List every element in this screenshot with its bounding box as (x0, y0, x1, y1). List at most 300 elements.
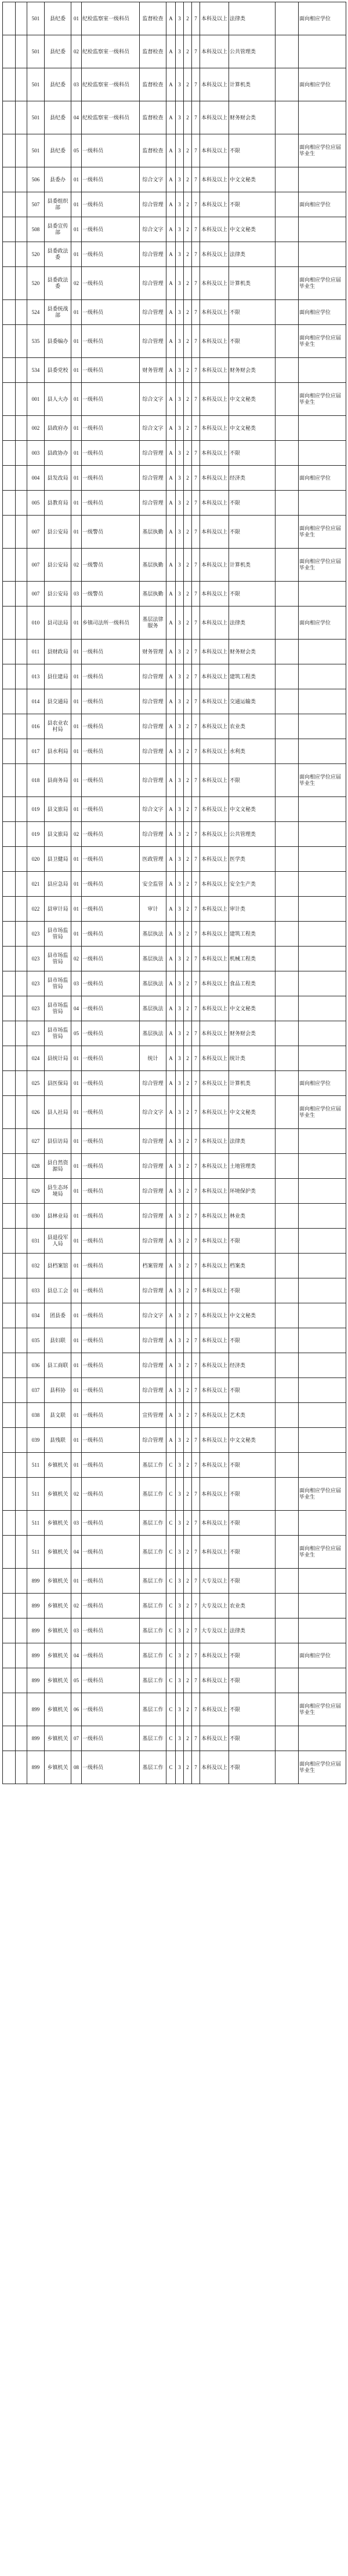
table-cell: 07 (71, 1726, 82, 1751)
table-cell: 2 (184, 325, 192, 358)
table-cell: C (166, 1478, 176, 1511)
table-cell: 面向相应学位应届毕业生 (299, 383, 346, 416)
table-cell: 7 (192, 664, 200, 689)
table-cell (3, 822, 16, 847)
table-cell: 02 (71, 1478, 82, 1511)
table-cell: 乡镇机关 (45, 1751, 71, 1784)
table-cell: 机械工程类 (229, 947, 276, 971)
table-cell: 2 (184, 267, 192, 300)
table-cell: 县商务局 (45, 764, 71, 797)
table-cell: 宣传管理 (140, 1403, 166, 1428)
table-cell: 534 (27, 358, 45, 383)
table-cell: 037 (27, 1378, 45, 1403)
table-cell: 基层执法 (140, 971, 166, 996)
table-cell: 3 (176, 922, 184, 947)
table-cell: 大专及以上 (200, 1594, 229, 1618)
table-cell: 中文文秘类 (229, 1303, 276, 1328)
table-cell: 3 (176, 267, 184, 300)
table-cell: C (166, 1693, 176, 1726)
table-cell: 纪检监察室一级科员 (82, 35, 140, 68)
table-cell: 综合管理 (140, 664, 166, 689)
table-cell: A (166, 582, 176, 606)
table-cell (276, 1594, 299, 1618)
table-cell (276, 325, 299, 358)
table-cell (16, 797, 27, 822)
table-cell: 水利类 (229, 739, 276, 764)
table-cell: 024 (27, 1046, 45, 1071)
table-cell (299, 1428, 346, 1453)
table-cell: 财务财会类 (229, 640, 276, 664)
table-cell: 2 (184, 947, 192, 971)
table-cell: 本科及以上 (200, 549, 229, 582)
table-cell: 不限 (229, 325, 276, 358)
table-cell: 一级科员 (82, 971, 140, 996)
table-cell: 综合管理 (140, 466, 166, 491)
table-cell: 2 (184, 1154, 192, 1179)
table-cell: 01 (71, 491, 82, 516)
table-cell: 一级科员 (82, 996, 140, 1021)
table-cell (3, 714, 16, 739)
table-cell (16, 1229, 27, 1254)
table-cell: C (166, 1618, 176, 1643)
table-cell (276, 1569, 299, 1594)
table-cell: 01 (71, 664, 82, 689)
table-cell: 本科及以上 (200, 167, 229, 192)
table-row (3, 922, 346, 947)
table-cell: 01 (71, 300, 82, 325)
table-cell (16, 192, 27, 217)
table-cell: 一级科员 (82, 1618, 140, 1643)
table-cell: 经济类 (229, 1353, 276, 1378)
table-cell (276, 764, 299, 797)
table-cell: 一级科员 (82, 897, 140, 922)
table-cell: 县纪委 (45, 101, 71, 134)
table-cell: 县应急局 (45, 872, 71, 897)
table-cell: 2 (184, 549, 192, 582)
table-cell: 3 (176, 325, 184, 358)
table-cell: 基层执法 (140, 947, 166, 971)
table-row (3, 358, 346, 383)
table-cell: 3 (176, 1403, 184, 1428)
table-cell: 统计 (140, 1046, 166, 1071)
table-cell (299, 1229, 346, 1254)
table-cell: 一级科员 (82, 192, 140, 217)
table-cell: 7 (192, 1129, 200, 1154)
table-cell: 安全监管 (140, 872, 166, 897)
table-cell: 面向相应学位应届毕业生 (299, 1096, 346, 1129)
table-cell: 面向相应学位 (299, 68, 346, 101)
table-cell (276, 582, 299, 606)
table-cell: A (166, 1046, 176, 1071)
table-row (3, 582, 346, 606)
table-cell (16, 1536, 27, 1569)
table-cell: 3 (176, 1478, 184, 1511)
table-cell: 023 (27, 947, 45, 971)
table-cell: 不限 (229, 134, 276, 167)
table-cell: 2 (184, 1179, 192, 1204)
table-cell: 乡镇机关 (45, 1478, 71, 1511)
table-cell: 本科及以上 (200, 739, 229, 764)
table-cell: 010 (27, 606, 45, 640)
table-cell (16, 1478, 27, 1511)
table-cell: 不限 (229, 1751, 276, 1784)
table-cell: 监督检查 (140, 101, 166, 134)
table-cell: 3 (176, 1096, 184, 1129)
table-cell: 本科及以上 (200, 1726, 229, 1751)
table-cell: 2 (184, 797, 192, 822)
table-cell: 一级科员 (82, 822, 140, 847)
table-cell: 7 (192, 35, 200, 68)
table-cell: 01 (71, 217, 82, 242)
table-cell (299, 971, 346, 996)
table-cell: A (166, 267, 176, 300)
table-cell: 3 (176, 192, 184, 217)
table-cell: 023 (27, 971, 45, 996)
table-cell: 2 (184, 1303, 192, 1328)
table-cell: 本科及以上 (200, 1428, 229, 1453)
table-cell: 01 (71, 847, 82, 872)
table-cell: 2 (184, 847, 192, 872)
table-cell (299, 441, 346, 466)
table-cell: 医政管理 (140, 847, 166, 872)
table-cell: 3 (176, 1726, 184, 1751)
table-cell: 面向相应学位 (299, 1071, 346, 1096)
table-cell: 036 (27, 1353, 45, 1378)
table-cell: 7 (192, 764, 200, 797)
table-cell: 501 (27, 2, 45, 35)
table-cell: 2 (184, 922, 192, 947)
table-cell (16, 466, 27, 491)
table-cell: A (166, 300, 176, 325)
table-cell (276, 1328, 299, 1353)
table-cell: 综合管理 (140, 739, 166, 764)
table-cell: 基层工作 (140, 1751, 166, 1784)
table-cell: A (166, 1303, 176, 1328)
table-cell: A (166, 947, 176, 971)
table-cell: 3 (176, 606, 184, 640)
table-cell: 2 (184, 1046, 192, 1071)
table-cell: 2 (184, 358, 192, 383)
table-cell: 本科及以上 (200, 582, 229, 606)
table-cell: 一级科员 (82, 1378, 140, 1403)
table-cell: C (166, 1668, 176, 1693)
table-cell: 7 (192, 847, 200, 872)
table-cell: 县农业农村局 (45, 714, 71, 739)
table-cell: 3 (176, 947, 184, 971)
table-cell: 计算机类 (229, 68, 276, 101)
table-cell: 一级科员 (82, 1478, 140, 1511)
table-cell: 综合管理 (140, 1204, 166, 1229)
table-cell: A (166, 101, 176, 134)
table-cell: 县委办 (45, 167, 71, 192)
table-cell (3, 383, 16, 416)
table-cell: 2 (184, 739, 192, 764)
table-cell (299, 1403, 346, 1428)
table-cell (276, 1254, 299, 1278)
table-cell: 面向相应学位应届毕业生 (299, 134, 346, 167)
table-cell: 01 (71, 2, 82, 35)
table-cell: 506 (27, 167, 45, 192)
table-cell (16, 383, 27, 416)
table-cell: 监督检查 (140, 2, 166, 35)
table-cell: 综合管理 (140, 1229, 166, 1254)
table-cell: 7 (192, 582, 200, 606)
table-cell: 本科及以上 (200, 2, 229, 35)
table-cell: 一级警员 (82, 549, 140, 582)
table-cell: 501 (27, 68, 45, 101)
table-cell: 3 (176, 134, 184, 167)
table-row (3, 996, 346, 1021)
table-cell: 建筑工程类 (229, 922, 276, 947)
table-cell: 本科及以上 (200, 1693, 229, 1726)
table-cell (276, 1536, 299, 1569)
table-cell: 01 (71, 1071, 82, 1096)
table-cell: 县生态环境局 (45, 1179, 71, 1204)
table-cell (16, 1353, 27, 1378)
table-cell (276, 1643, 299, 1668)
table-cell: 本科及以上 (200, 606, 229, 640)
table-cell: 029 (27, 1179, 45, 1204)
table-cell: A (166, 1179, 176, 1204)
table-cell: 01 (71, 1328, 82, 1353)
table-cell (3, 1204, 16, 1229)
table-cell: 3 (176, 1154, 184, 1179)
table-cell (16, 35, 27, 68)
table-row (3, 1021, 346, 1046)
table-cell (3, 664, 16, 689)
table-cell: 本科及以上 (200, 714, 229, 739)
table-cell: 一级科员 (82, 922, 140, 947)
table-cell: 法律类 (229, 606, 276, 640)
table-cell: 综合管理 (140, 1154, 166, 1179)
table-row (3, 1129, 346, 1154)
table-cell: 7 (192, 2, 200, 35)
table-cell: 乡镇机关 (45, 1453, 71, 1478)
table-cell (3, 1668, 16, 1693)
table-cell: 2 (184, 1726, 192, 1751)
table-cell: 2 (184, 242, 192, 267)
table-cell: 01 (71, 516, 82, 549)
table-cell: 7 (192, 167, 200, 192)
table-cell: C (166, 1594, 176, 1618)
table-cell: 一级科员 (82, 1536, 140, 1569)
table-cell: 计算机类 (229, 267, 276, 300)
table-cell: 县工商联 (45, 1353, 71, 1378)
table-cell (276, 1154, 299, 1179)
table-cell: 一级科员 (82, 1453, 140, 1478)
table-cell: A (166, 897, 176, 922)
table-cell: 县审计局 (45, 897, 71, 922)
table-cell: 04 (71, 996, 82, 1021)
table-cell: 一级科员 (82, 1569, 140, 1594)
table-cell: 本科及以上 (200, 1643, 229, 1668)
table-row (3, 1096, 346, 1129)
table-cell (3, 1511, 16, 1536)
table-cell: 公共管理类 (229, 35, 276, 68)
table-cell: 县交通局 (45, 689, 71, 714)
table-cell: 一级科员 (82, 847, 140, 872)
table-cell: 007 (27, 582, 45, 606)
table-cell: 2 (184, 996, 192, 1021)
table-cell: 不限 (229, 1478, 276, 1511)
table-cell: 2 (184, 1021, 192, 1046)
table-cell: 032 (27, 1254, 45, 1278)
table-cell: 7 (192, 872, 200, 897)
table-cell (16, 1693, 27, 1726)
table-cell: C (166, 1511, 176, 1536)
table-cell: 一级科员 (82, 1229, 140, 1254)
table-cell: 本科及以上 (200, 847, 229, 872)
table-cell: 综合管理 (140, 822, 166, 847)
table-cell (3, 1643, 16, 1668)
table-cell: 本科及以上 (200, 1328, 229, 1353)
table-cell: 2 (184, 167, 192, 192)
table-cell (16, 739, 27, 764)
table-row (3, 267, 346, 300)
table-cell: 05 (71, 134, 82, 167)
table-cell: 本科及以上 (200, 101, 229, 134)
table-row (3, 1511, 346, 1536)
table-cell: 020 (27, 847, 45, 872)
table-cell: 7 (192, 101, 200, 134)
table-cell: 本科及以上 (200, 1403, 229, 1428)
table-cell: A (166, 549, 176, 582)
table-cell: 7 (192, 1668, 200, 1693)
table-cell: A (166, 242, 176, 267)
table-cell: 02 (71, 947, 82, 971)
table-cell: 面向相应学位应届毕业生 (299, 1536, 346, 1569)
table-cell: 本科及以上 (200, 441, 229, 466)
table-cell: 本科及以上 (200, 516, 229, 549)
table-cell: 基层工作 (140, 1668, 166, 1693)
table-cell: A (166, 466, 176, 491)
table-row (3, 822, 346, 847)
table-cell: 本科及以上 (200, 640, 229, 664)
table-cell: 本科及以上 (200, 267, 229, 300)
table-cell (3, 922, 16, 947)
table-cell (16, 1021, 27, 1046)
table-cell: A (166, 1353, 176, 1378)
table-cell: 县人社局 (45, 1096, 71, 1129)
table-cell: 本科及以上 (200, 797, 229, 822)
table-cell (16, 1046, 27, 1071)
table-cell: 2 (184, 192, 192, 217)
table-cell (276, 1618, 299, 1643)
table-cell: 3 (176, 1254, 184, 1278)
table-cell (16, 1726, 27, 1751)
table-cell: 本科及以上 (200, 358, 229, 383)
table-cell: 乡镇机关 (45, 1668, 71, 1693)
table-cell: 7 (192, 1071, 200, 1096)
table-cell: 基层工作 (140, 1569, 166, 1594)
table-cell (3, 1403, 16, 1428)
table-cell (299, 996, 346, 1021)
table-cell (276, 383, 299, 416)
table-cell: A (166, 1154, 176, 1179)
table-cell: 不限 (229, 1511, 276, 1536)
table-cell: 2 (184, 35, 192, 68)
table-cell: A (166, 971, 176, 996)
table-cell: 7 (192, 325, 200, 358)
table-cell (276, 996, 299, 1021)
table-cell (276, 1428, 299, 1453)
table-row (3, 1618, 346, 1643)
table-cell (276, 1096, 299, 1129)
table-cell (16, 764, 27, 797)
table-cell: 7 (192, 1594, 200, 1618)
table-cell: 财务财会类 (229, 358, 276, 383)
table-cell: 综合管理 (140, 441, 166, 466)
table-cell: 01 (71, 897, 82, 922)
table-cell (276, 134, 299, 167)
table-cell: 不限 (229, 516, 276, 549)
table-cell: 一级科员 (82, 217, 140, 242)
table-cell: A (166, 1428, 176, 1453)
table-cell: 一级科员 (82, 1154, 140, 1179)
table-cell: 7 (192, 1428, 200, 1453)
table-cell: 法律类 (229, 1129, 276, 1154)
table-cell: 县科协 (45, 1378, 71, 1403)
table-cell: 基层执勤 (140, 516, 166, 549)
table-cell: 2 (184, 1511, 192, 1536)
table-cell: 审计类 (229, 897, 276, 922)
table-row (3, 1378, 346, 1403)
table-cell: 01 (71, 1096, 82, 1129)
table-cell: 02 (71, 549, 82, 582)
table-cell: 3 (176, 872, 184, 897)
table-cell: 一级科员 (82, 1021, 140, 1046)
table-cell (299, 1594, 346, 1618)
table-cell: 不限 (229, 1726, 276, 1751)
table-cell (276, 1511, 299, 1536)
table-cell: 7 (192, 1378, 200, 1403)
table-cell: 一级科员 (82, 466, 140, 491)
table-cell: 一级科员 (82, 358, 140, 383)
table-cell: 面向相应学位应届毕业生 (299, 1693, 346, 1726)
table-cell: A (166, 441, 176, 466)
table-cell: 不限 (229, 1536, 276, 1569)
table-cell: 02 (71, 822, 82, 847)
table-cell: C (166, 1536, 176, 1569)
table-cell: 027 (27, 1129, 45, 1154)
table-cell: 039 (27, 1428, 45, 1453)
table-cell: 01 (71, 1378, 82, 1403)
table-cell: 2 (184, 1693, 192, 1726)
table-cell: 031 (27, 1229, 45, 1254)
table-cell: 899 (27, 1668, 45, 1693)
table-row (3, 1726, 346, 1751)
table-cell: 县政协办 (45, 441, 71, 466)
table-cell: 县妇联 (45, 1328, 71, 1353)
table-cell: 2 (184, 441, 192, 466)
table-row (3, 383, 346, 416)
table-row (3, 1071, 346, 1096)
table-cell: 028 (27, 1154, 45, 1179)
table-cell (16, 1618, 27, 1643)
table-cell (276, 606, 299, 640)
table-cell: A (166, 1378, 176, 1403)
table-cell: 7 (192, 714, 200, 739)
table-cell: 3 (176, 1569, 184, 1594)
table-cell: 中文文秘类 (229, 797, 276, 822)
table-cell: 基层法律服务 (140, 606, 166, 640)
table-cell: 02 (71, 35, 82, 68)
table-cell: A (166, 491, 176, 516)
table-cell: 本科及以上 (200, 1303, 229, 1328)
table-cell: 县公安局 (45, 516, 71, 549)
table-cell (16, 1453, 27, 1478)
table-cell: 基层工作 (140, 1693, 166, 1726)
